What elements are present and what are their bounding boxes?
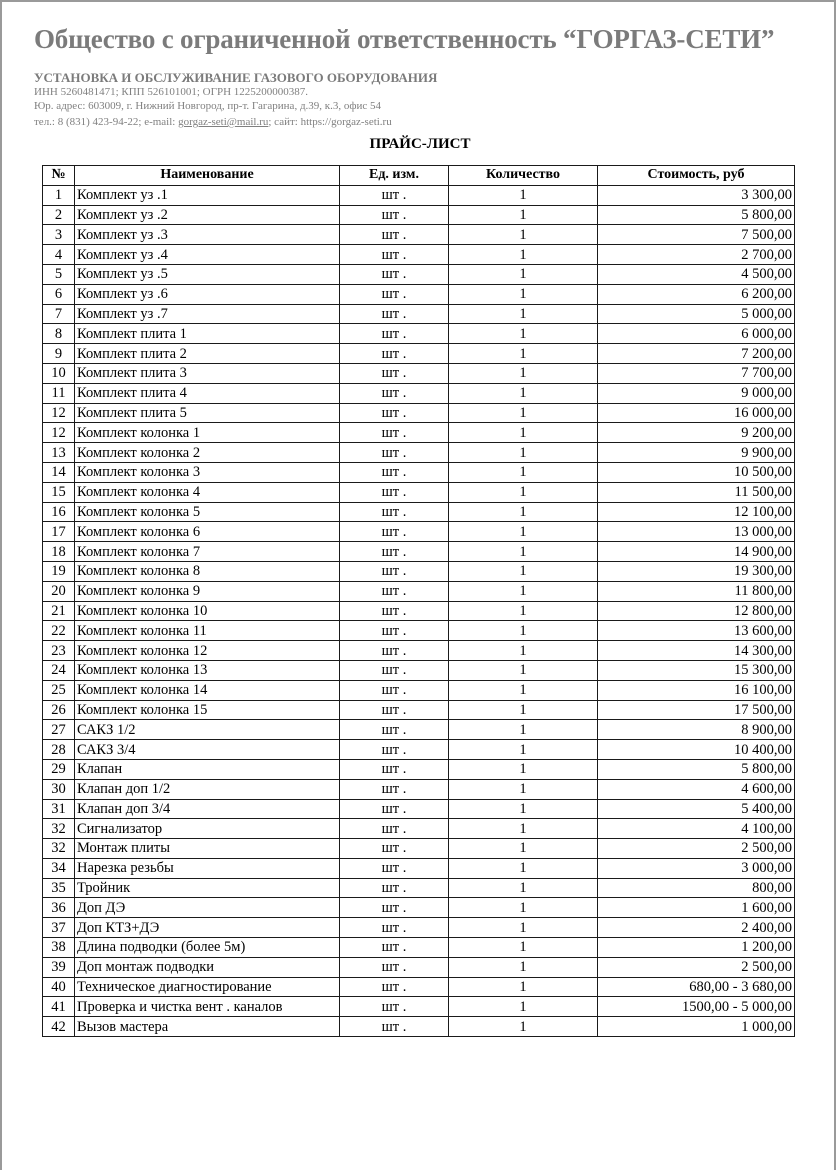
table-row	[43, 225, 795, 245]
cell-price: 16 000,00	[598, 403, 795, 423]
cell-unit: шт .	[340, 423, 449, 443]
cell-qty: 1	[449, 284, 598, 304]
table-row	[43, 740, 795, 760]
cell-num: 12	[43, 423, 75, 443]
table-row	[43, 799, 795, 819]
cell-unit: шт .	[340, 443, 449, 463]
cell-unit: шт .	[340, 720, 449, 740]
cell-price: 14 900,00	[598, 542, 795, 562]
cell-price: 10 500,00	[598, 462, 795, 482]
cell-price: 6 000,00	[598, 324, 795, 344]
cell-price: 800,00	[598, 878, 795, 898]
cell-name: Комплект уз .3	[75, 225, 340, 245]
cell-name: Комплект колонка 2	[75, 443, 340, 463]
cell-unit: шт .	[340, 819, 449, 839]
cell-qty: 1	[449, 423, 598, 443]
cell-unit: шт .	[340, 641, 449, 661]
cell-qty: 1	[449, 482, 598, 502]
cell-unit: шт .	[340, 581, 449, 601]
cell-name: Тройник	[75, 878, 340, 898]
cell-name: Монтаж плиты	[75, 839, 340, 859]
document-title: ПРАЙС-ЛИСТ	[369, 136, 471, 152]
cell-unit: шт .	[340, 621, 449, 641]
cell-num: 8	[43, 324, 75, 344]
cell-price: 4 100,00	[598, 819, 795, 839]
cell-qty: 1	[449, 680, 598, 700]
cell-num: 5	[43, 264, 75, 284]
cell-qty: 1	[449, 700, 598, 720]
cell-num: 36	[43, 898, 75, 918]
cell-unit: шт .	[340, 839, 449, 859]
cell-qty: 1	[449, 858, 598, 878]
cell-name: Комплект колонка 11	[75, 621, 340, 641]
cell-num: 40	[43, 977, 75, 997]
cell-price: 1 600,00	[598, 898, 795, 918]
cell-num: 19	[43, 561, 75, 581]
cell-qty: 1	[449, 660, 598, 680]
cell-num: 29	[43, 759, 75, 779]
table-row	[43, 482, 795, 502]
cell-price: 2 500,00	[598, 839, 795, 859]
cell-num: 18	[43, 542, 75, 562]
cell-name: Нарезка резьбы	[75, 858, 340, 878]
table-row	[43, 680, 795, 700]
cell-price: 5 800,00	[598, 759, 795, 779]
table-row	[43, 918, 795, 938]
cell-unit: шт .	[340, 264, 449, 284]
cell-num: 32	[43, 819, 75, 839]
cell-price: 1 000,00	[598, 1017, 795, 1037]
cell-qty: 1	[449, 720, 598, 740]
cell-num: 17	[43, 522, 75, 542]
cell-price: 12 100,00	[598, 502, 795, 522]
cell-qty: 1	[449, 522, 598, 542]
cell-price: 3 000,00	[598, 858, 795, 878]
table-row	[43, 700, 795, 720]
cell-price: 13 000,00	[598, 522, 795, 542]
contacts-website: ; сайт: https://gorgaz-seti.ru	[268, 116, 392, 128]
cell-name: Комплект колонка 3	[75, 462, 340, 482]
cell-num: 1	[43, 185, 75, 205]
cell-unit: шт .	[340, 918, 449, 938]
cell-qty: 1	[449, 225, 598, 245]
cell-num: 34	[43, 858, 75, 878]
cell-price: 5 400,00	[598, 799, 795, 819]
table-row	[43, 938, 795, 958]
cell-unit: шт .	[340, 680, 449, 700]
cell-unit: шт .	[340, 601, 449, 621]
cell-num: 15	[43, 482, 75, 502]
cell-num: 32	[43, 839, 75, 859]
cell-qty: 1	[449, 245, 598, 265]
cell-num: 14	[43, 462, 75, 482]
cell-unit: шт .	[340, 403, 449, 423]
table-row	[43, 403, 795, 423]
cell-unit: шт .	[340, 344, 449, 364]
table-row	[43, 759, 795, 779]
cell-price: 16 100,00	[598, 680, 795, 700]
table-row	[43, 839, 795, 859]
cell-qty: 1	[449, 799, 598, 819]
cell-name: Комплект плита 1	[75, 324, 340, 344]
cell-unit: шт .	[340, 284, 449, 304]
cell-qty: 1	[449, 462, 598, 482]
cell-num: 27	[43, 720, 75, 740]
cell-unit: шт .	[340, 225, 449, 245]
table-row	[43, 304, 795, 324]
cell-qty: 1	[449, 819, 598, 839]
cell-price: 17 500,00	[598, 700, 795, 720]
table-row	[43, 957, 795, 977]
company-requisites: ИНН 5260481471; КПП 526101001; ОГРН 1225200000387.	[34, 86, 309, 98]
price-table	[42, 165, 795, 1037]
cell-num: 12	[43, 403, 75, 423]
cell-name: Комплект уз .4	[75, 245, 340, 265]
table-row	[43, 1017, 795, 1037]
column-header-unit: Ед. изм.	[340, 166, 449, 186]
company-subtitle: УСТАНОВКА И ОБСЛУЖИВАНИЕ ГАЗОВОГО ОБОРУДОВАНИЯ	[34, 70, 438, 85]
cell-qty: 1	[449, 363, 598, 383]
cell-name: Комплект колонка 8	[75, 561, 340, 581]
cell-unit: шт .	[340, 759, 449, 779]
company-title: Общество с ограниченной ответственность “ГОРГАЗ-СЕТИ”	[34, 24, 775, 54]
cell-unit: шт .	[340, 324, 449, 344]
cell-name: Комплект колонка 7	[75, 542, 340, 562]
table-row	[43, 581, 795, 601]
cell-name: Комплект колонка 1	[75, 423, 340, 443]
table-row	[43, 858, 795, 878]
cell-num: 11	[43, 383, 75, 403]
table-row	[43, 898, 795, 918]
cell-qty: 1	[449, 403, 598, 423]
cell-price: 1 200,00	[598, 938, 795, 958]
cell-name: Клапан доп 3/4	[75, 799, 340, 819]
cell-num: 30	[43, 779, 75, 799]
cell-num: 35	[43, 878, 75, 898]
table-row	[43, 324, 795, 344]
cell-price: 2 400,00	[598, 918, 795, 938]
cell-name: Доп ДЭ	[75, 898, 340, 918]
table-row	[43, 660, 795, 680]
cell-unit: шт .	[340, 304, 449, 324]
cell-qty: 1	[449, 621, 598, 641]
cell-unit: шт .	[340, 245, 449, 265]
cell-name: Клапан доп 1/2	[75, 779, 340, 799]
cell-name: Комплект плита 5	[75, 403, 340, 423]
cell-price: 9 900,00	[598, 443, 795, 463]
cell-qty: 1	[449, 779, 598, 799]
cell-num: 42	[43, 1017, 75, 1037]
cell-name: Комплект уз .1	[75, 185, 340, 205]
cell-name: Комплект колонка 9	[75, 581, 340, 601]
cell-name: Техническое диагностирование	[75, 977, 340, 997]
cell-price: 13 600,00	[598, 621, 795, 641]
cell-price: 9 200,00	[598, 423, 795, 443]
table-row	[43, 601, 795, 621]
cell-qty: 1	[449, 581, 598, 601]
table-header-row	[43, 166, 795, 186]
cell-name: Вызов мастера	[75, 1017, 340, 1037]
cell-num: 38	[43, 938, 75, 958]
cell-unit: шт .	[340, 205, 449, 225]
cell-num: 10	[43, 363, 75, 383]
cell-price: 4 500,00	[598, 264, 795, 284]
table-row	[43, 205, 795, 225]
cell-unit: шт .	[340, 363, 449, 383]
cell-price: 11 800,00	[598, 581, 795, 601]
table-row	[43, 383, 795, 403]
cell-qty: 1	[449, 383, 598, 403]
table-row	[43, 264, 795, 284]
cell-qty: 1	[449, 185, 598, 205]
cell-price: 6 200,00	[598, 284, 795, 304]
cell-name: Сигнализатор	[75, 819, 340, 839]
cell-unit: шт .	[340, 700, 449, 720]
cell-price: 4 600,00	[598, 779, 795, 799]
column-header-price: Стоимость, руб	[598, 166, 795, 186]
cell-num: 4	[43, 245, 75, 265]
cell-unit: шт .	[340, 799, 449, 819]
cell-unit: шт .	[340, 878, 449, 898]
table-row	[43, 819, 795, 839]
cell-name: САКЗ 3/4	[75, 740, 340, 760]
cell-unit: шт .	[340, 977, 449, 997]
table-row	[43, 423, 795, 443]
cell-name: Комплект колонка 13	[75, 660, 340, 680]
cell-unit: шт .	[340, 383, 449, 403]
cell-num: 6	[43, 284, 75, 304]
cell-num: 9	[43, 344, 75, 364]
table-row	[43, 363, 795, 383]
cell-num: 25	[43, 680, 75, 700]
table-row	[43, 185, 795, 205]
table-row	[43, 878, 795, 898]
table-row	[43, 977, 795, 997]
cell-price: 10 400,00	[598, 740, 795, 760]
table-row	[43, 344, 795, 364]
table-row	[43, 542, 795, 562]
cell-name: Проверка и чистка вент . каналов	[75, 997, 340, 1017]
cell-price: 14 300,00	[598, 641, 795, 661]
cell-name: Комплект колонка 15	[75, 700, 340, 720]
cell-num: 37	[43, 918, 75, 938]
cell-price: 9 000,00	[598, 383, 795, 403]
table-row	[43, 522, 795, 542]
cell-num: 20	[43, 581, 75, 601]
cell-name: Комплект колонка 4	[75, 482, 340, 502]
cell-price: 2 700,00	[598, 245, 795, 265]
email-link[interactable]: gorgaz-seti@mail.ru	[178, 116, 269, 128]
cell-price: 15 300,00	[598, 660, 795, 680]
cell-qty: 1	[449, 205, 598, 225]
company-contacts	[34, 116, 392, 128]
column-header-num: №	[43, 166, 75, 186]
cell-num: 22	[43, 621, 75, 641]
cell-num: 39	[43, 957, 75, 977]
cell-unit: шт .	[340, 660, 449, 680]
cell-name: САКЗ 1/2	[75, 720, 340, 740]
cell-qty: 1	[449, 502, 598, 522]
cell-qty: 1	[449, 898, 598, 918]
cell-name: Комплект плита 2	[75, 344, 340, 364]
cell-unit: шт .	[340, 482, 449, 502]
table-row	[43, 997, 795, 1017]
cell-num: 7	[43, 304, 75, 324]
cell-name: Комплект колонка 6	[75, 522, 340, 542]
cell-name: Комплект колонка 5	[75, 502, 340, 522]
cell-price: 19 300,00	[598, 561, 795, 581]
cell-qty: 1	[449, 1017, 598, 1037]
cell-unit: шт .	[340, 522, 449, 542]
cell-name: Комплект плита 3	[75, 363, 340, 383]
cell-unit: шт .	[340, 1017, 449, 1037]
cell-num: 28	[43, 740, 75, 760]
cell-name: Комплект уз .6	[75, 284, 340, 304]
cell-name: Доп монтаж подводки	[75, 957, 340, 977]
cell-unit: шт .	[340, 542, 449, 562]
cell-num: 3	[43, 225, 75, 245]
company-address: Юр. адрес: 603009, г. Нижний Новгород, пр-т. Гагарина, д.39, к.3, офис 54	[34, 100, 382, 112]
cell-unit: шт .	[340, 740, 449, 760]
cell-name: Клапан	[75, 759, 340, 779]
table-row	[43, 621, 795, 641]
contacts-phone: тел.: 8 (831) 423-94-22; e-mail:	[34, 116, 179, 128]
cell-qty: 1	[449, 324, 598, 344]
table-row	[43, 462, 795, 482]
cell-qty: 1	[449, 938, 598, 958]
cell-name: Комплект уз .7	[75, 304, 340, 324]
cell-price: 680,00 - 3 680,00	[598, 977, 795, 997]
cell-name: Длина подводки (более 5м)	[75, 938, 340, 958]
cell-qty: 1	[449, 542, 598, 562]
cell-num: 41	[43, 997, 75, 1017]
cell-qty: 1	[449, 977, 598, 997]
cell-unit: шт .	[340, 957, 449, 977]
cell-qty: 1	[449, 740, 598, 760]
cell-name: Комплект колонка 12	[75, 641, 340, 661]
cell-qty: 1	[449, 601, 598, 621]
cell-num: 16	[43, 502, 75, 522]
cell-unit: шт .	[340, 858, 449, 878]
cell-qty: 1	[449, 344, 598, 364]
cell-price: 12 800,00	[598, 601, 795, 621]
cell-num: 24	[43, 660, 75, 680]
cell-unit: шт .	[340, 502, 449, 522]
table-row	[43, 720, 795, 740]
cell-price: 1500,00 - 5 000,00	[598, 997, 795, 1017]
cell-num: 26	[43, 700, 75, 720]
cell-num: 2	[43, 205, 75, 225]
cell-qty: 1	[449, 997, 598, 1017]
cell-unit: шт .	[340, 898, 449, 918]
cell-num: 31	[43, 799, 75, 819]
table-row	[43, 779, 795, 799]
table-row	[43, 284, 795, 304]
cell-name: Комплект колонка 14	[75, 680, 340, 700]
cell-price: 7 700,00	[598, 363, 795, 383]
cell-unit: шт .	[340, 185, 449, 205]
table-row	[43, 561, 795, 581]
cell-qty: 1	[449, 264, 598, 284]
cell-unit: шт .	[340, 561, 449, 581]
cell-name: Комплект уз .5	[75, 264, 340, 284]
cell-price: 3 300,00	[598, 185, 795, 205]
cell-num: 13	[43, 443, 75, 463]
cell-qty: 1	[449, 957, 598, 977]
cell-name: Комплект уз .2	[75, 205, 340, 225]
cell-qty: 1	[449, 641, 598, 661]
table-row	[43, 443, 795, 463]
cell-price: 8 900,00	[598, 720, 795, 740]
cell-qty: 1	[449, 443, 598, 463]
cell-price: 11 500,00	[598, 482, 795, 502]
cell-unit: шт .	[340, 462, 449, 482]
cell-unit: шт .	[340, 779, 449, 799]
column-header-qty: Количество	[449, 166, 598, 186]
cell-qty: 1	[449, 839, 598, 859]
cell-qty: 1	[449, 878, 598, 898]
cell-price: 7 500,00	[598, 225, 795, 245]
cell-qty: 1	[449, 759, 598, 779]
cell-name: Комплект колонка 10	[75, 601, 340, 621]
table-body	[43, 185, 795, 1036]
cell-name: Доп КТЗ+ДЭ	[75, 918, 340, 938]
cell-price: 5 000,00	[598, 304, 795, 324]
cell-name: Комплект плита 4	[75, 383, 340, 403]
cell-qty: 1	[449, 561, 598, 581]
cell-qty: 1	[449, 918, 598, 938]
cell-price: 5 800,00	[598, 205, 795, 225]
table-row	[43, 641, 795, 661]
column-header-name: Наименование	[75, 166, 340, 186]
cell-price: 2 500,00	[598, 957, 795, 977]
cell-num: 23	[43, 641, 75, 661]
cell-unit: шт .	[340, 938, 449, 958]
cell-unit: шт .	[340, 997, 449, 1017]
table-row	[43, 245, 795, 265]
cell-num: 21	[43, 601, 75, 621]
table-row	[43, 502, 795, 522]
cell-qty: 1	[449, 304, 598, 324]
cell-price: 7 200,00	[598, 344, 795, 364]
